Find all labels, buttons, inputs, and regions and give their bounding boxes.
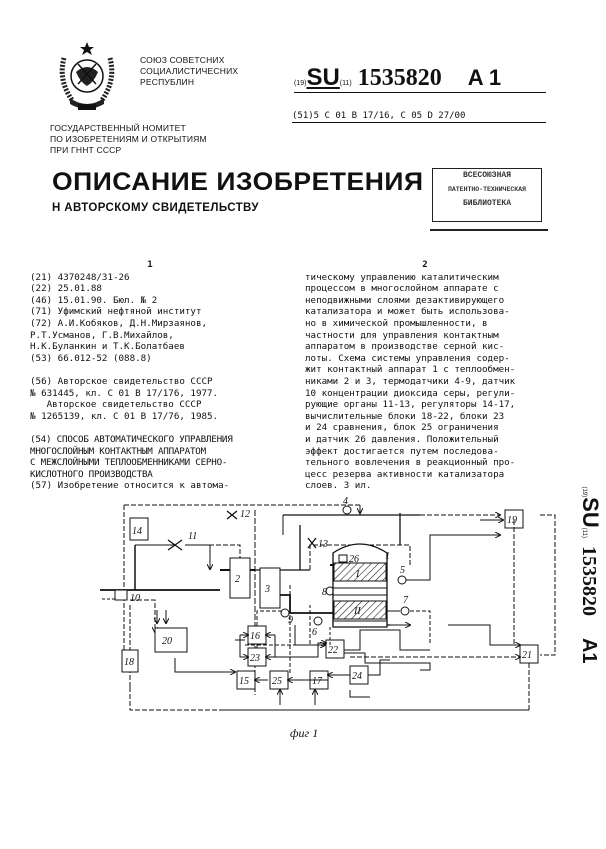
abstract-line: но в химической промышленности, в	[305, 317, 488, 329]
country-code-label: (19)	[294, 80, 307, 87]
sensor-10-label: 10	[130, 593, 140, 604]
union-name-line: РЕСПУБЛИН	[140, 77, 195, 87]
block-25-label: 25	[272, 676, 282, 687]
side-patent-label	[578, 455, 603, 695]
sensor-8-label: 8	[322, 587, 327, 598]
abstract-start: (57) Изобретение относится к автома-	[30, 480, 230, 492]
apparatus-1-label: 1	[385, 551, 390, 562]
biblio-line: Р.Т.Усманов, Г.В.Михайлов,	[30, 329, 174, 341]
invention-title-line: С МЕЖСЛОЙНЫМИ ТЕПЛООБМЕННИКАМИ СЕРНО-	[30, 457, 228, 469]
column-number: 2	[422, 260, 428, 270]
block-23-label: 23	[250, 653, 260, 664]
reference-line: № 631445, кл. С 01 В 17/176, 1977.	[30, 387, 219, 399]
sensor-9-label: 9	[288, 615, 293, 626]
committee-line: ГОСУДАРСТВЕННЫЙ НОМИТЕТ	[50, 123, 186, 133]
process-control-diagram	[100, 495, 570, 765]
side-patent-kind: A1	[578, 637, 600, 664]
block-15-label: 15	[239, 676, 249, 687]
abstract-line: 10 концентрации диоксида серы, регули-	[305, 387, 516, 399]
biblio-line: (21) 4370248/31-26	[30, 271, 130, 283]
valve-12-label: 12	[240, 509, 250, 520]
block-3-label: 3	[265, 584, 270, 595]
invention-title-line: МНОГОСЛОЙНЫМ КОНТАКТНЫМ АППАРАТОМ	[30, 445, 206, 457]
biblio-line: Н.К.Буланкин и Т.К.Болатбаев	[30, 341, 185, 353]
country-code: SU	[306, 64, 340, 91]
library-stamp	[432, 168, 542, 222]
sensor-7-label: 7	[403, 595, 408, 606]
abstract-line: никами 2 и 3, термодатчики 4-9, датчик	[305, 375, 516, 387]
committee-line: ПРИ ГННТ СССР	[50, 145, 122, 155]
patent-number-header	[294, 64, 546, 93]
ussr-coat-of-arms-icon	[56, 38, 118, 116]
side-country-code-label: (19)	[581, 486, 587, 498]
abstract-line: неподвижными слоями дезактивирующего	[305, 294, 505, 306]
abstract-line: тическому управлению каталитическим	[305, 271, 499, 283]
invention-title-line: (54) СПОСОБ АВТОМАТИЧЕСКОГО УПРАВЛЕНИЯ	[30, 433, 233, 445]
left-column	[30, 260, 292, 492]
block-19-label: 19	[507, 515, 517, 526]
divider	[430, 229, 548, 231]
sensor-4-label: 4	[343, 496, 348, 507]
reference-line: Авторское свидетельство СССР	[30, 399, 202, 411]
abstract-line: процессом в многослойном аппарате с	[305, 283, 499, 295]
union-name	[140, 55, 238, 88]
stamp-line: БИБЛИОТЕКА	[462, 199, 511, 208]
layer-2-label: II	[354, 606, 361, 617]
block-2-label: 2	[235, 574, 240, 585]
biblio-line: (53) 66.012-52 (088.8)	[30, 352, 152, 364]
committee-name	[50, 123, 207, 156]
valve-13-label: 13	[318, 539, 328, 550]
abstract-line: лоты. Схема системы управления содер-	[305, 352, 510, 364]
layer-1-label: I	[356, 569, 360, 580]
abstract-line: тельного вовлечения в реакционный про-	[305, 457, 516, 469]
patent-kind: A 1	[467, 65, 502, 90]
abstract-line: эффект достигается путем последова-	[305, 445, 499, 457]
abstract-line: цесс резерва активности катализатора	[305, 468, 505, 480]
union-name-line: СОЮЗ СОВЕТСНИХ	[140, 55, 225, 65]
abstract-line: катализатора и может быть использова-	[305, 306, 510, 318]
biblio-line: (22) 25.01.88	[30, 283, 102, 295]
valve-11-label: 11	[188, 531, 198, 542]
abstract-line: и датчик 26 давления. Положительный	[305, 433, 499, 445]
block-24-label: 24	[352, 671, 362, 682]
abstract-line: вычислительные блоки 18-22, блоки 23	[305, 410, 505, 422]
block-20-label: 20	[162, 636, 172, 647]
side-country: SU	[578, 497, 603, 528]
abstract-line: и 24 сравнения, блок 25 ограничения	[305, 422, 499, 434]
block-17-label: 17	[312, 676, 322, 687]
invention-title-line: КИСЛОТНОГО ПРОИЗВОДСТВА	[30, 468, 153, 480]
side-patent-number: 1535820	[578, 545, 600, 616]
document-subtitle: Н АВТОРСКОМУ СВИДЕТЕЛЬСТВУ	[52, 202, 259, 214]
union-name-line: СОЦИАЛИСТИЧЕСНИХ	[140, 66, 239, 76]
ipc-classification: (51)5 C 01 B 17/16, C 05 D 27/00	[292, 111, 546, 123]
abstract-line: слоев. 3 ил.	[305, 480, 372, 492]
document-title: ОПИСАНИЕ ИЗОБРЕТЕНИЯ	[52, 168, 424, 196]
sensor-5-label: 5	[400, 565, 405, 576]
side-number-code-label: (11)	[581, 527, 587, 538]
stamp-line: ВСЕСОЮЗНАЯ	[462, 171, 511, 180]
sensor-26-label: 26	[349, 554, 359, 565]
committee-line: ПО ИЗОБРЕТЕНИЯМ И ОТКРЫТИЯМ	[50, 134, 207, 144]
biblio-line: (46) 15.01.90. Бюл. № 2	[30, 294, 158, 306]
reference-line: № 1265139, кл. С 01 В 17/76, 1985.	[30, 410, 219, 422]
biblio-line: (71) Уфимский нефтяной институт	[30, 306, 202, 318]
figure-caption: фиг 1	[290, 726, 319, 740]
block-22-label: 22	[328, 645, 338, 656]
column-number: 1	[147, 260, 153, 270]
right-column	[305, 260, 557, 492]
abstract-line: аппаратом в производстве серной кис-	[305, 341, 505, 353]
biblio-line: (72) А.И.Кобяков, Д.Н.Мирзаянов,	[30, 317, 208, 329]
block-14-label: 14	[132, 526, 142, 537]
number-code-label: (11)	[339, 80, 352, 87]
block-21-label: 21	[522, 650, 532, 661]
patent-number: 1535820	[357, 65, 442, 91]
abstract-line: жит контактный аппарат 1 с теплообмен-	[305, 364, 516, 376]
stamp-line: ПАТЕНТНО-ТЕХНИЧЕСКАЯ	[447, 186, 526, 193]
block-18-label: 18	[124, 657, 134, 668]
abstract-line: рующие органы 11-13, регуляторы 14-17,	[305, 399, 516, 411]
reference-line: (56) Авторское свидетельство СССР	[30, 375, 213, 387]
abstract-line: частности для управления контактным	[305, 329, 499, 341]
block-16-label: 16	[250, 631, 260, 642]
sensor-6-label: 6	[312, 627, 317, 638]
